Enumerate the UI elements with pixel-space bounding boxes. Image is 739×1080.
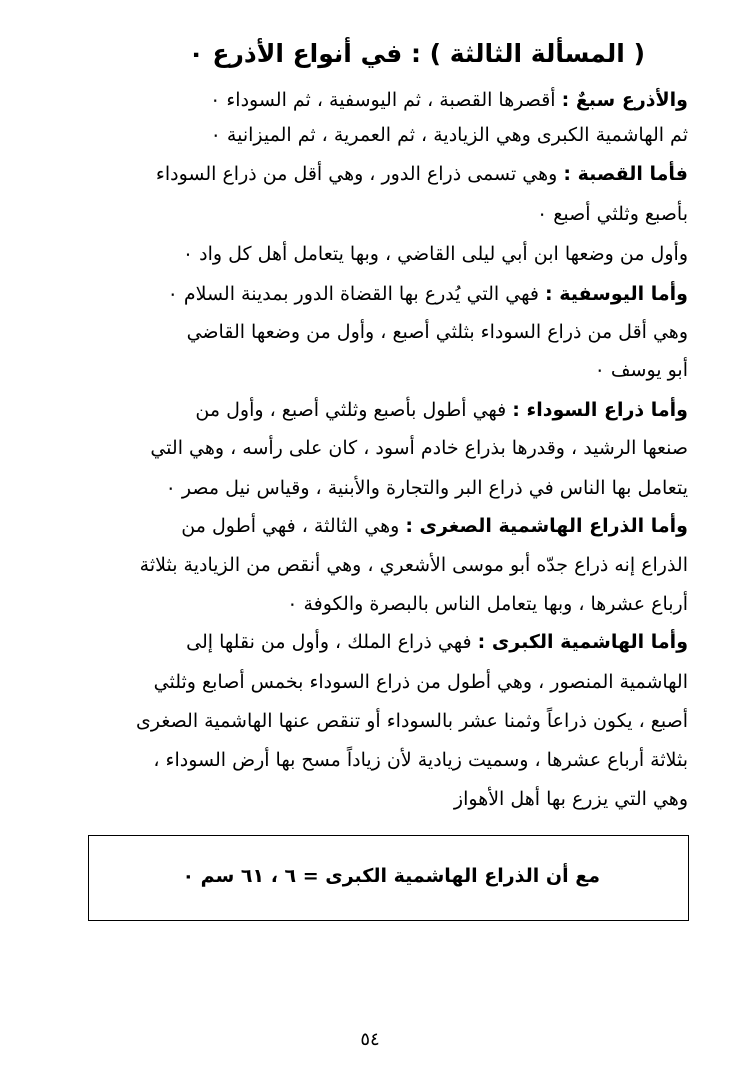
line-text: يتعامل بها الناس في ذراع البر والتجارة والأبنية ، وقياس نيل مصر ٠	[165, 477, 688, 499]
text-line	[80, 628, 688, 656]
line-text: ثم الهاشمية الكبرى وهي الزيادية ، ثم العمرية ، ثم الميزانية ٠	[210, 124, 688, 146]
line-text: فهي التي يُدرع بها القضاة الدور بمدينة السلام ٠	[167, 283, 545, 305]
text-line	[80, 160, 688, 188]
text-line	[80, 240, 688, 268]
text-line	[80, 434, 688, 462]
page-number: ٥٤	[360, 1029, 380, 1050]
line-text: وهي الثالثة ، فهي أطول من	[181, 515, 406, 537]
line-text: بثلاثة أرباع عشرها ، وسميت زيادية لأن زياداً مسح بها أرض السوداء ،	[153, 749, 688, 771]
bold-lead: وأما الذراع الهاشمية الصغرى :	[405, 515, 688, 537]
text-line	[80, 318, 688, 346]
text-line	[80, 707, 688, 735]
bold-lead: وأما اليوسفية :	[544, 283, 688, 305]
text-line	[80, 200, 688, 228]
bold-lead: وأما ذراع السوداء :	[512, 399, 688, 421]
line-text: صنعها الرشيد ، وقدرها بذراع خادم أسود ، كان على رأسه ، وهي التي	[150, 437, 688, 459]
line-text: أصبع ، يكون ذراعاً وثمنا عشر بالسوداء أو تنقص عنها الهاشمية الصغرى	[136, 710, 688, 732]
text-line	[80, 356, 688, 384]
line-text: الذراع إنه ذراع جدّه أبو موسى الأشعري ، وهي أنقص من الزيادية بثلاثة	[139, 554, 688, 576]
section-title: ( المسألة الثالثة ) : في أنواع الأذرع ٠	[188, 39, 645, 68]
line-text: وهي التي يزرع بها أهل الأهواز	[453, 788, 688, 810]
text-line	[80, 512, 688, 540]
line-text: وهي تسمى ذراع الدور ، وهي أقل من ذراع السوداء	[155, 163, 564, 185]
line-text: أبو يوسف ٠	[594, 359, 688, 381]
text-line	[80, 785, 688, 813]
line-text: وهي أقل من ذراع السوداء بثلثي أصبع ، وأول من وضعها القاضي	[186, 321, 688, 343]
bold-lead: وأما الهاشمية الكبرى :	[477, 631, 688, 653]
text-line	[80, 86, 688, 114]
bold-lead: والأذرع سبعٌ :	[561, 89, 688, 111]
text-line	[80, 668, 688, 696]
text-line	[80, 396, 688, 424]
text-line	[80, 280, 688, 308]
line-text: الهاشمية المنصور ، وهي أطول من ذراع السوداء بخمس أصابع وثلثي	[153, 671, 688, 693]
text-line	[80, 746, 688, 774]
text-line	[80, 590, 688, 618]
text-line	[80, 121, 688, 149]
line-text: فهي ذراع الملك ، وأول من نقلها إلى	[186, 631, 478, 653]
line-text: فهي أطول بأصبع وثلثي أصبع ، وأول من	[195, 399, 513, 421]
line-text: أقصرها القصبة ، ثم اليوسفية ، ثم السوداء ٠	[210, 89, 562, 111]
bold-lead: فأما القصبة :	[563, 163, 688, 185]
note-box	[88, 835, 689, 921]
note-text: مع أن الذراع الهاشمية الكبرى = ٦ ، ٦١ سم ٠	[182, 865, 600, 887]
line-text: بأصبع وثلثي أصبع ٠	[537, 203, 688, 225]
line-text: أرباع عشرها ، وبها يتعامل الناس بالبصرة والكوفة ٠	[287, 593, 688, 615]
text-line	[80, 474, 688, 502]
line-text: وأول من وضعها ابن أبي ليلى القاضي ، وبها يتعامل أهل كل واد ٠	[182, 243, 688, 265]
text-line	[80, 551, 688, 579]
